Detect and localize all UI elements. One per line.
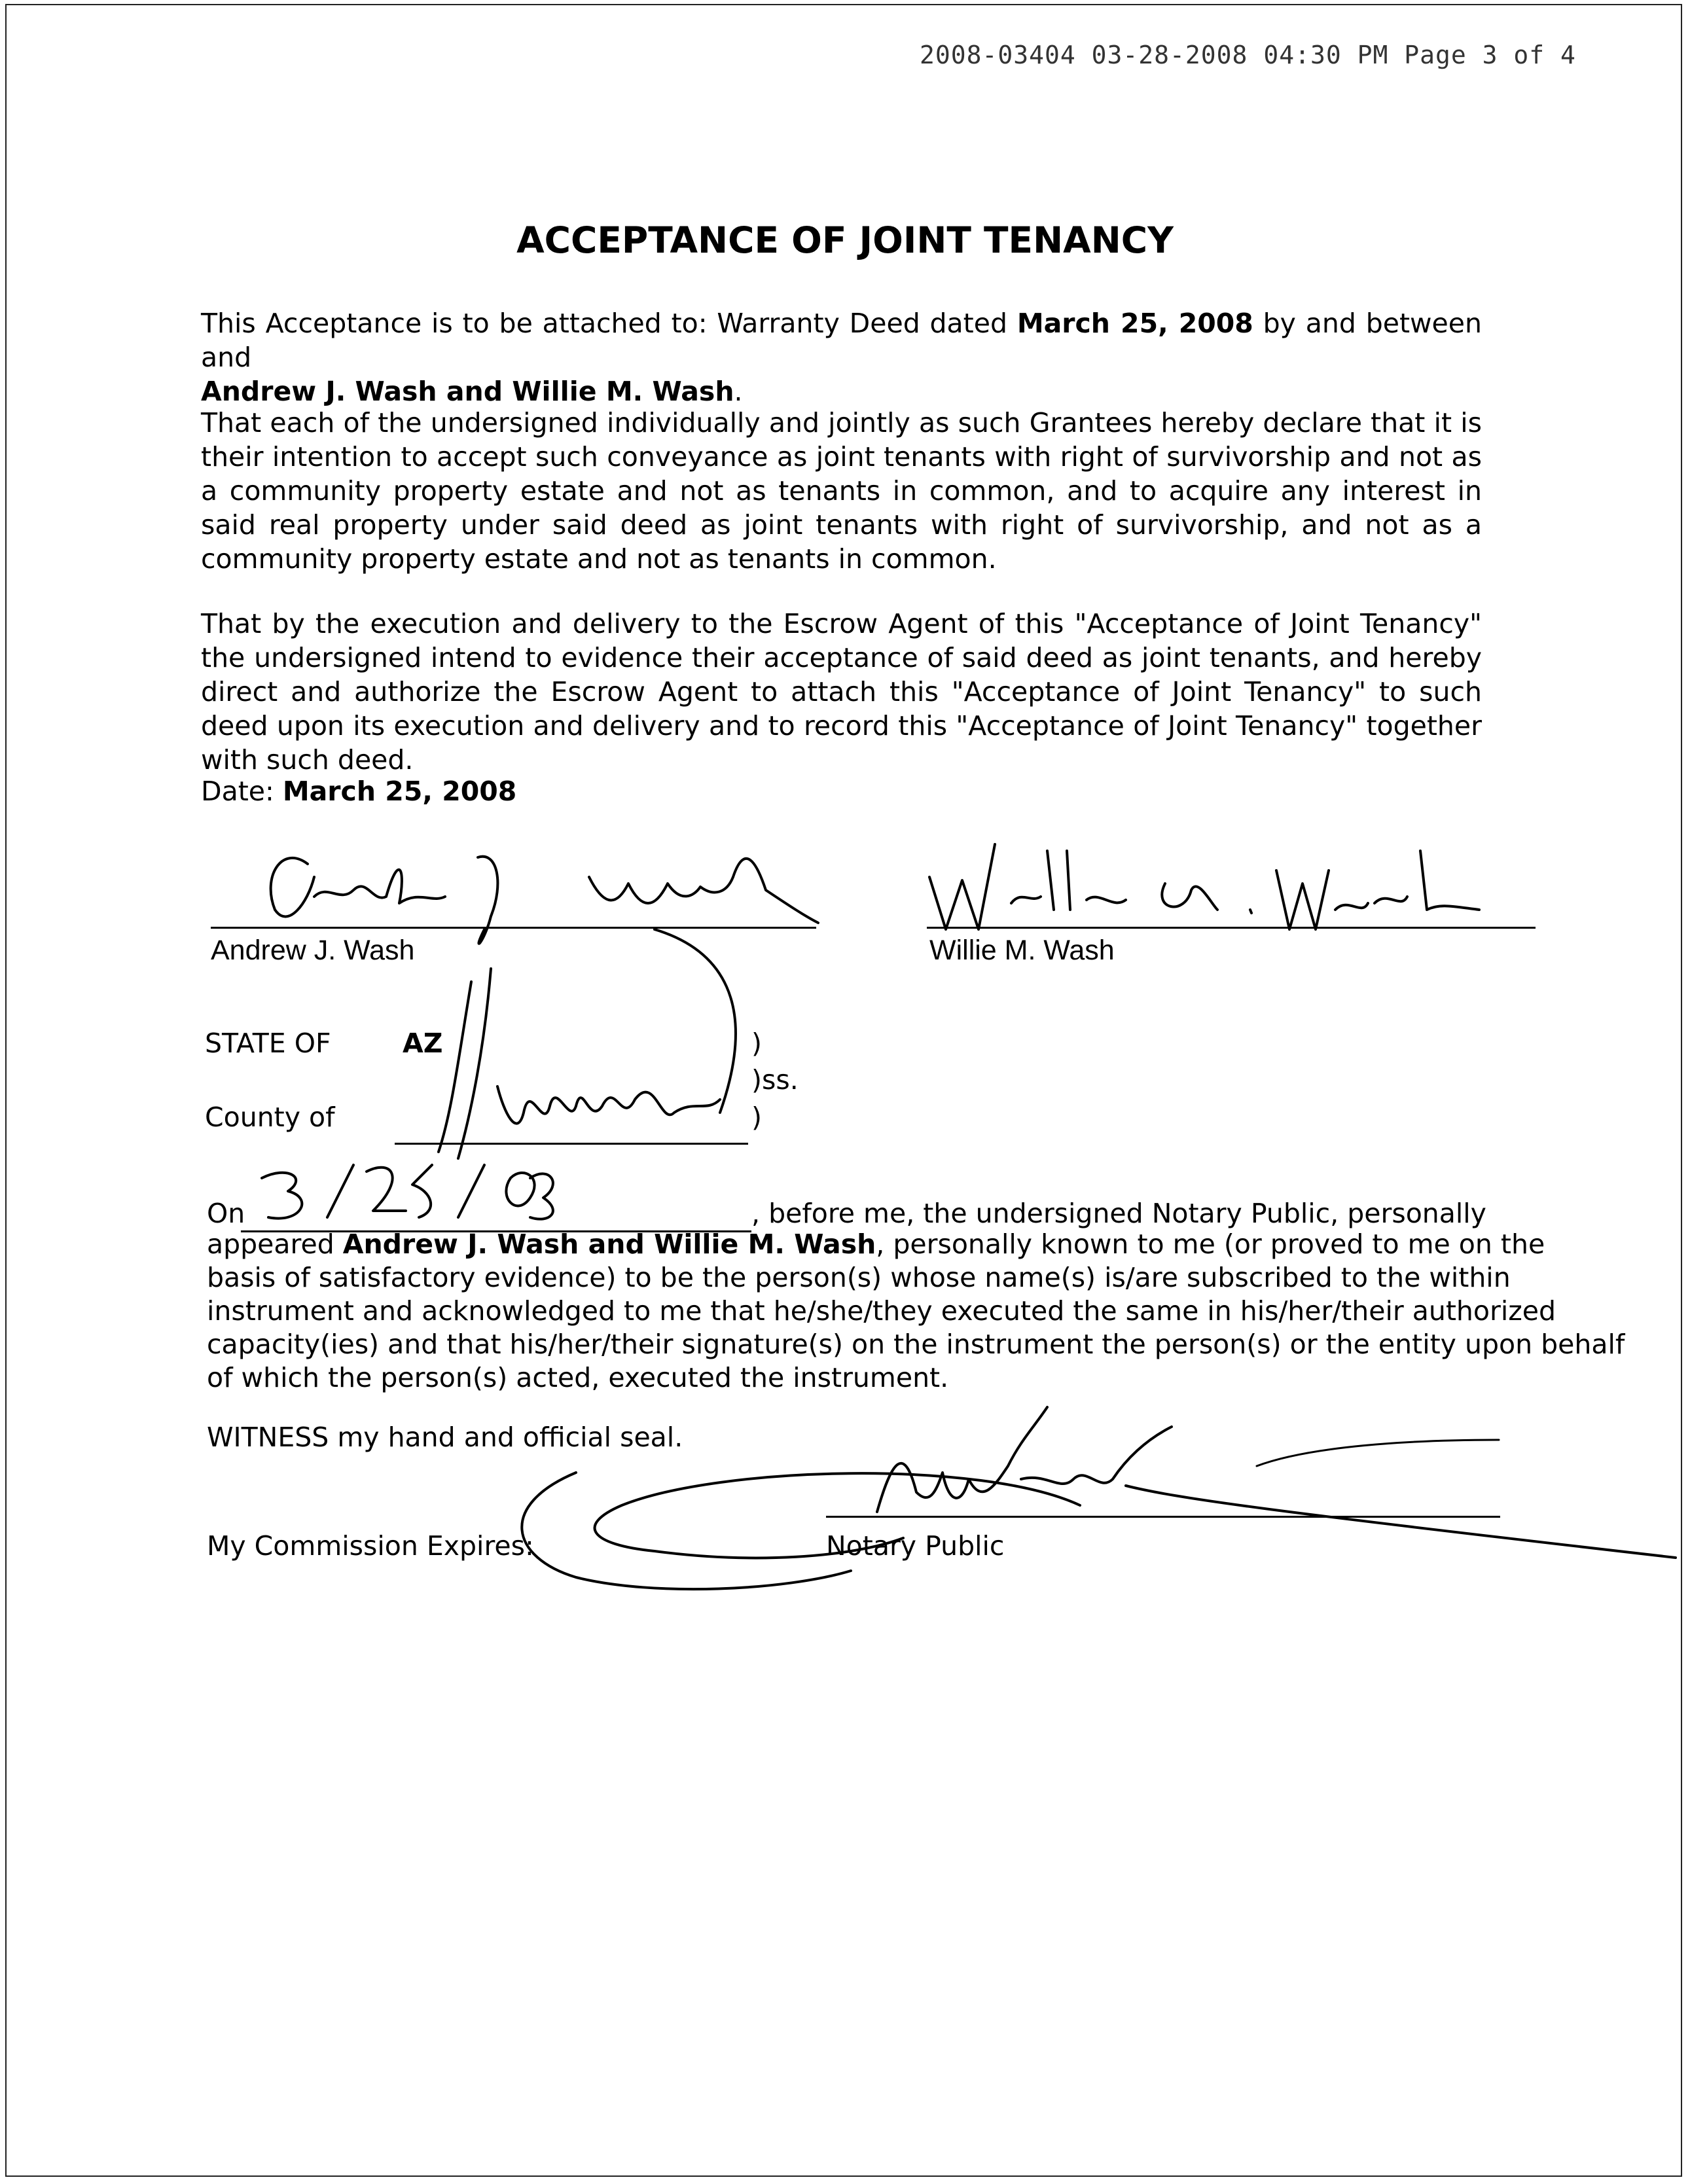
- acknowledgment-line-3: capacity(ies) and that his/her/their signature(s) on the instrument the person(s) or the entity upon behalf: [207, 1329, 1625, 1360]
- signer-name-2: Willie M. Wash: [929, 935, 1115, 966]
- notary-signature-line: [826, 1516, 1500, 1518]
- intro-suffix: .: [734, 376, 743, 407]
- intro-prefix: This Acceptance is to be attached to: Warranty Deed dated: [201, 308, 1017, 339]
- date-label: Date:: [201, 776, 283, 807]
- state-label: STATE OF: [205, 1028, 331, 1059]
- acknowledgment-text-1: , before me, the undersigned Notary Public, personally: [751, 1198, 1486, 1229]
- county-label: County of: [205, 1101, 335, 1133]
- signature-line-2: [927, 927, 1536, 929]
- intro-paragraph: [201, 306, 1482, 408]
- date-value: March 25, 2008: [282, 776, 517, 807]
- document-title: ACCEPTANCE OF JOINT TENANCY: [516, 219, 1174, 261]
- notary-public-label: Notary Public: [826, 1530, 1005, 1562]
- signature-line-1: [211, 927, 816, 929]
- appeared-label: appeared: [207, 1228, 343, 1260]
- declaration-paragraph: That each of the undersigned individually and jointly as such Grantees hereby declare that it is their intention to accept such conveyance as joint tenants with right of survivorship and not as a community property estate and not as tenants in common, and to acquire any interest in said real property under said deed as joint tenants with right of survivorship, and not as a community property estate and not as tenants in common.: [201, 407, 1482, 575]
- deed-date: March 25, 2008: [1016, 308, 1253, 339]
- date-line: [201, 776, 516, 807]
- appeared-names: Andrew J. Wash and Willie M. Wash: [342, 1228, 876, 1260]
- witness-statement: WITNESS my hand and official seal.: [207, 1422, 683, 1453]
- appeared-line: [207, 1228, 1545, 1260]
- on-label: On: [207, 1198, 245, 1229]
- county-line: [395, 1143, 748, 1145]
- state-value: AZ: [403, 1028, 443, 1059]
- acknowledgment-line-1: basis of satisfactory evidence) to be the person(s) whose name(s) is/are subscribed to the within: [207, 1262, 1511, 1293]
- venue-ss: )ss.: [751, 1064, 799, 1096]
- commission-expires-label: My Commission Expires:: [207, 1530, 534, 1562]
- signer-name-1: Andrew J. Wash: [211, 935, 415, 966]
- venue-paren-1: ): [751, 1028, 762, 1059]
- acknowledgment-line-4: of which the person(s) acted, executed the instrument.: [207, 1362, 949, 1393]
- escrow-paragraph: That by the execution and delivery to the Escrow Agent of this "Acceptance of Joint Tenancy" the undersigned intend to evidence their acceptance of said deed as joint tenants, and hereby direct and authorize the Escrow Agent to attach this "Acceptance of Joint Tenancy" to such deed upon its execution and delivery and to record this "Acceptance of Joint Tenancy" together with such deed.: [201, 608, 1482, 776]
- intro-middle: by and between and: [201, 308, 1482, 373]
- venue-paren-3: ): [751, 1101, 762, 1133]
- acknowledgment-text-2: , personally known to me (or proved to me on the: [876, 1228, 1545, 1260]
- acknowledgment-line-2: instrument and acknowledged to me that he/she/they executed the same in his/her/their authorized: [207, 1295, 1556, 1327]
- grantee-names: Andrew J. Wash and Willie M. Wash: [201, 376, 734, 407]
- fax-header-stamp: 2008-03404 03-28-2008 04:30 PM Page 3 of 4: [920, 41, 1576, 69]
